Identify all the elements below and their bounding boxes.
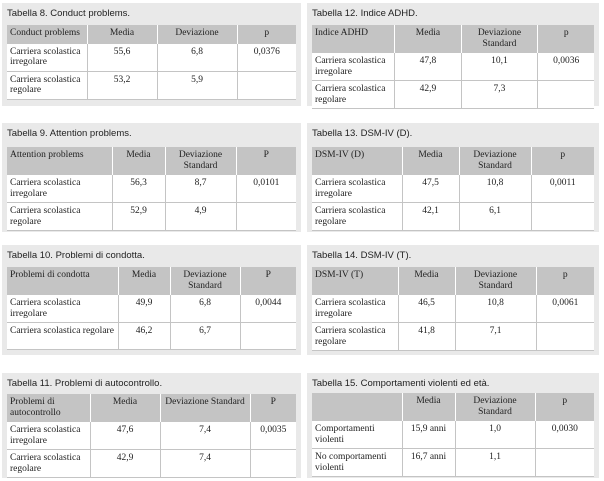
column-header: Problemi di condotta bbox=[7, 267, 118, 295]
table-row bbox=[7, 203, 296, 231]
row-label: No comportamenti violenti bbox=[312, 449, 402, 477]
table-cell bbox=[536, 323, 594, 351]
table-cell: 47,5 bbox=[402, 175, 459, 203]
column-header: Indice ADHD bbox=[312, 25, 395, 53]
row-label: Carriera scolastica regolare bbox=[7, 323, 118, 350]
row-label: Carriera scolastica irregolare bbox=[7, 43, 87, 71]
table-cell: 4,9 bbox=[165, 203, 236, 231]
table-cell: 10,8 bbox=[455, 295, 536, 323]
table-row bbox=[312, 53, 594, 81]
table-row bbox=[312, 421, 594, 449]
column-header: Deviazione bbox=[157, 25, 237, 43]
table-cell: 10,8 bbox=[459, 175, 531, 203]
table-cell: 6,7 bbox=[170, 323, 240, 350]
table-row bbox=[7, 175, 296, 203]
table-cell: 42,9 bbox=[395, 81, 461, 109]
row-label: Carriera scolastica regolare bbox=[312, 81, 395, 109]
table-title: Tabella 9. Attention problems. bbox=[7, 128, 132, 139]
table-cell bbox=[531, 203, 594, 231]
data-table bbox=[312, 147, 594, 231]
table-cell bbox=[236, 203, 296, 231]
table-row bbox=[7, 43, 296, 71]
column-header: Deviazione Standard bbox=[170, 267, 240, 295]
column-header bbox=[312, 393, 402, 421]
table-row bbox=[7, 295, 296, 323]
table-cell: 41,8 bbox=[398, 323, 455, 351]
table-cell bbox=[535, 449, 594, 477]
header-row bbox=[7, 25, 296, 43]
table-row bbox=[7, 323, 296, 350]
data-table bbox=[7, 394, 296, 478]
row-label: Carriera scolastica regolare bbox=[7, 203, 112, 231]
column-header: Attention problems bbox=[7, 147, 112, 175]
table-cell: 7,4 bbox=[160, 450, 250, 478]
table-title: Tabella 11. Problemi di autocontrollo. bbox=[7, 378, 163, 389]
column-header: Media bbox=[402, 393, 455, 421]
table-title: Tabella 15. Comportamenti violenti ed età. bbox=[312, 378, 490, 389]
table-cell: 0,0101 bbox=[236, 175, 296, 203]
column-header: Conduct problems bbox=[7, 25, 87, 43]
table-cell: 56,3 bbox=[112, 175, 165, 203]
table-cell: 0,0011 bbox=[531, 175, 594, 203]
column-header: P bbox=[236, 147, 296, 175]
table-title: Tabella 13. DSM-IV (D). bbox=[312, 128, 413, 139]
table-row bbox=[312, 295, 594, 323]
column-header: Deviazione Standard bbox=[455, 267, 536, 295]
row-label: Carriera scolastica irregolare bbox=[7, 175, 112, 203]
table-cell: 0,0036 bbox=[538, 53, 594, 81]
table-cell: 0,0030 bbox=[535, 421, 594, 449]
table-cell: 0,0035 bbox=[250, 422, 296, 450]
column-header: p bbox=[535, 393, 594, 421]
table-cell: 53,2 bbox=[87, 71, 157, 99]
table-cell bbox=[237, 71, 296, 99]
column-header: Media bbox=[87, 25, 157, 43]
table-card-13 bbox=[307, 123, 599, 232]
table-card-8 bbox=[2, 3, 301, 106]
data-table bbox=[312, 25, 594, 109]
column-header: Deviazione Standard bbox=[165, 147, 236, 175]
table-title: Tabella 12. Indice ADHD. bbox=[312, 8, 418, 19]
table-row bbox=[312, 175, 594, 203]
table-cell bbox=[240, 323, 296, 350]
header-row bbox=[312, 267, 594, 295]
table-row bbox=[7, 450, 296, 478]
table-card-14 bbox=[307, 245, 599, 355]
column-header: DSM-IV (D) bbox=[312, 147, 402, 175]
table-row bbox=[312, 449, 594, 477]
column-header: Deviazione Standard bbox=[461, 25, 538, 53]
header-row bbox=[312, 147, 594, 175]
table-cell: 55,6 bbox=[87, 43, 157, 71]
column-header: p bbox=[237, 25, 296, 43]
column-header: Media bbox=[112, 147, 165, 175]
row-label: Carriera scolastica regolare bbox=[7, 71, 87, 99]
column-header: Deviazione Standard bbox=[459, 147, 531, 175]
data-table bbox=[7, 147, 296, 231]
table-cell: 5,9 bbox=[157, 71, 237, 99]
column-header: Deviazione Standard bbox=[160, 394, 250, 422]
table-cell: 52,9 bbox=[112, 203, 165, 231]
column-header: Media bbox=[398, 267, 455, 295]
data-table bbox=[7, 25, 296, 100]
column-header: p bbox=[538, 25, 594, 53]
table-cell bbox=[538, 81, 594, 109]
row-label: Carriera scolastica irregolare bbox=[7, 422, 90, 450]
table-cell: 47,6 bbox=[90, 422, 160, 450]
table-row bbox=[312, 81, 594, 109]
table-cell: 7,1 bbox=[455, 323, 536, 351]
table-cell: 0,0061 bbox=[536, 295, 594, 323]
column-header: Problemi di autocontrollo bbox=[7, 394, 90, 422]
table-cell: 46,2 bbox=[118, 323, 170, 350]
header-row bbox=[312, 25, 594, 53]
table-cell: 7,4 bbox=[160, 422, 250, 450]
column-header: Media bbox=[90, 394, 160, 422]
table-cell: 49,9 bbox=[118, 295, 170, 323]
column-header: Media bbox=[402, 147, 459, 175]
table-cell: 0,0044 bbox=[240, 295, 296, 323]
column-header: DSM-IV (T) bbox=[312, 267, 398, 295]
table-cell: 6,1 bbox=[459, 203, 531, 231]
table-cell: 6,8 bbox=[157, 43, 237, 71]
table-cell: 6,8 bbox=[170, 295, 240, 323]
table-card-9 bbox=[2, 123, 301, 232]
column-header: Deviazione Standard bbox=[455, 393, 535, 421]
column-header: p bbox=[531, 147, 594, 175]
table-cell: 0,0376 bbox=[237, 43, 296, 71]
table-cell: 1,1 bbox=[455, 449, 535, 477]
table-card-10 bbox=[2, 245, 301, 355]
table-cell: 10,1 bbox=[461, 53, 538, 81]
column-header: P bbox=[240, 267, 296, 295]
table-cell: 8,7 bbox=[165, 175, 236, 203]
header-row bbox=[7, 267, 296, 295]
table-card-12 bbox=[307, 3, 599, 106]
data-table bbox=[312, 393, 594, 477]
header-row bbox=[312, 393, 594, 421]
header-row bbox=[7, 394, 296, 422]
row-label: Carriera scolastica irregolare bbox=[7, 295, 118, 323]
data-table bbox=[312, 267, 594, 351]
table-cell: 16,7 anni bbox=[402, 449, 455, 477]
column-header: p bbox=[536, 267, 594, 295]
table-cell: 42,9 bbox=[90, 450, 160, 478]
table-cell: 15,9 anni bbox=[402, 421, 455, 449]
table-title: Tabella 8. Conduct problems. bbox=[7, 8, 131, 19]
column-header: Media bbox=[395, 25, 461, 53]
table-row bbox=[312, 203, 594, 231]
row-label: Carriera scolastica regolare bbox=[312, 203, 402, 231]
table-card-11 bbox=[2, 373, 301, 478]
row-label: Carriera scolastica regolare bbox=[7, 450, 90, 478]
table-cell: 46,5 bbox=[398, 295, 455, 323]
table-row bbox=[312, 323, 594, 351]
table-row bbox=[7, 71, 296, 99]
table-cell: 47,8 bbox=[395, 53, 461, 81]
table-title: Tabella 14. DSM-IV (T). bbox=[312, 250, 412, 261]
row-label: Carriera scolastica irregolare bbox=[312, 175, 402, 203]
row-label: Comportamenti violenti bbox=[312, 421, 402, 449]
row-label: Carriera scolastica irregolare bbox=[312, 53, 395, 81]
column-header: Media bbox=[118, 267, 170, 295]
row-label: Carriera scolastica irregolare bbox=[312, 295, 398, 323]
row-label: Carriera scolastica regolare bbox=[312, 323, 398, 351]
column-header: P bbox=[250, 394, 296, 422]
table-cell: 42,1 bbox=[402, 203, 459, 231]
table-title: Tabella 10. Problemi di condotta. bbox=[7, 250, 145, 261]
table-cell: 1,0 bbox=[455, 421, 535, 449]
data-table bbox=[7, 267, 296, 350]
table-cell bbox=[250, 450, 296, 478]
table-card-15 bbox=[307, 373, 599, 478]
table-row bbox=[7, 422, 296, 450]
header-row bbox=[7, 147, 296, 175]
table-cell: 7,3 bbox=[461, 81, 538, 109]
